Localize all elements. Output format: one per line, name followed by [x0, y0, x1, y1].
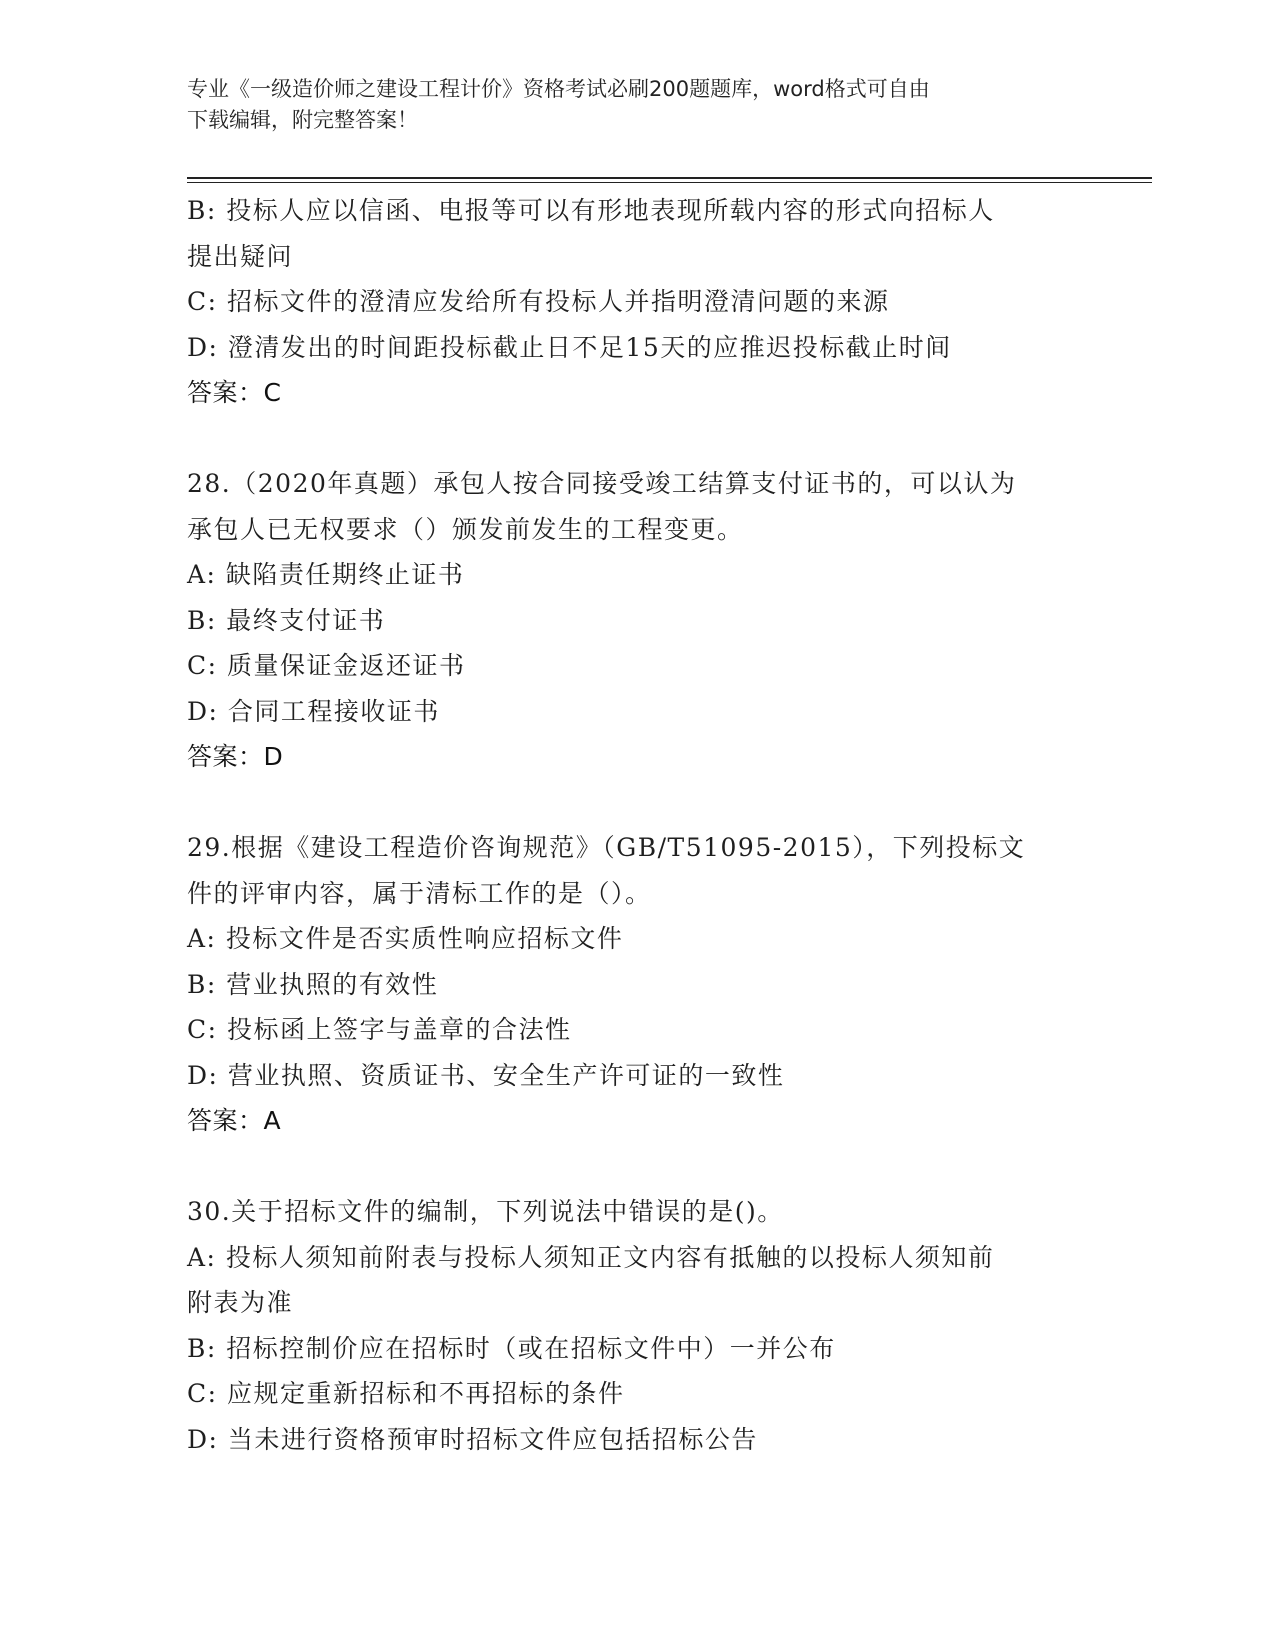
option-c: C: 应规定重新招标和不再招标的条件 [187, 1379, 625, 1408]
document-header [187, 74, 1107, 136]
option-b: B: 最终支付证书 [187, 605, 386, 635]
question-content [187, 188, 1087, 1462]
answer-label: 答案：A [187, 1106, 282, 1135]
spacer [187, 780, 1087, 826]
option-b: B: 营业执照的有效性 [187, 969, 439, 999]
question-29 [187, 825, 1087, 1144]
answer-label: 答案：C [187, 378, 282, 407]
option-a: A: 缺陷责任期终止证书 [187, 560, 465, 589]
option-d: D: 当未进行资格预审时招标文件应包括招标公告 [187, 1424, 758, 1454]
option-c: C: 质量保证金返还证书 [187, 651, 466, 680]
header-line-2: 下载编辑，附完整答案！ [187, 108, 418, 132]
question-stem-line-1: 29.根据《建设工程造价咨询规范》（GB/T51095-2015），下列投标文 [187, 833, 1026, 862]
option-a: A: 投标文件是否实质性响应招标文件 [187, 924, 624, 953]
option-c: C: 投标函上签字与盖章的合法性 [187, 1015, 572, 1044]
option-d: D: 合同工程接收证书 [187, 696, 440, 726]
question-stem-line-2: 件的评审内容，属于清标工作的是（）。 [187, 878, 652, 908]
question-30 [187, 1189, 1087, 1462]
option-b: B: 招标控制价应在招标时（或在招标文件中）一并公布 [187, 1333, 836, 1363]
option-d: D: 澄清发出的时间距投标截止日不足15天的应推迟投标截止时间 [187, 332, 952, 362]
option-b-line-2: 提出疑问 [187, 241, 294, 271]
header-divider-thin [187, 182, 1152, 183]
question-27-continued [187, 188, 1087, 416]
question-stem-line-2: 承包人已无权要求（）颁发前发生的工程变更。 [187, 514, 744, 544]
option-b-line-1: B: 投标人应以信函、电报等可以有形地表现所载内容的形式向招标人 [187, 196, 995, 225]
answer-label: 答案：D [187, 742, 284, 771]
option-d: D: 营业执照、资质证书、安全生产许可证的一致性 [187, 1060, 785, 1090]
option-a-line-2: 附表为准 [187, 1288, 294, 1317]
header-divider-thick [187, 177, 1152, 179]
option-a-line-1: A: 投标人须知前附表与投标人须知正文内容有抵触的以投标人须知前 [187, 1242, 995, 1272]
question-stem-line-1: 30.关于招标文件的编制，下列说法中错误的是()。 [187, 1197, 784, 1226]
spacer [187, 416, 1087, 462]
header-line-1: 专业《一级造价师之建设工程计价》资格考试必刷200题题库，word格式可自由 [187, 77, 930, 101]
question-28 [187, 461, 1087, 780]
spacer [187, 1144, 1087, 1190]
option-c: C: 招标文件的澄清应发给所有投标人并指明澄清问题的来源 [187, 287, 890, 316]
question-stem-line-1: 28.（2020年真题）承包人按合同接受竣工结算支付证书的，可以认为 [187, 469, 1017, 498]
